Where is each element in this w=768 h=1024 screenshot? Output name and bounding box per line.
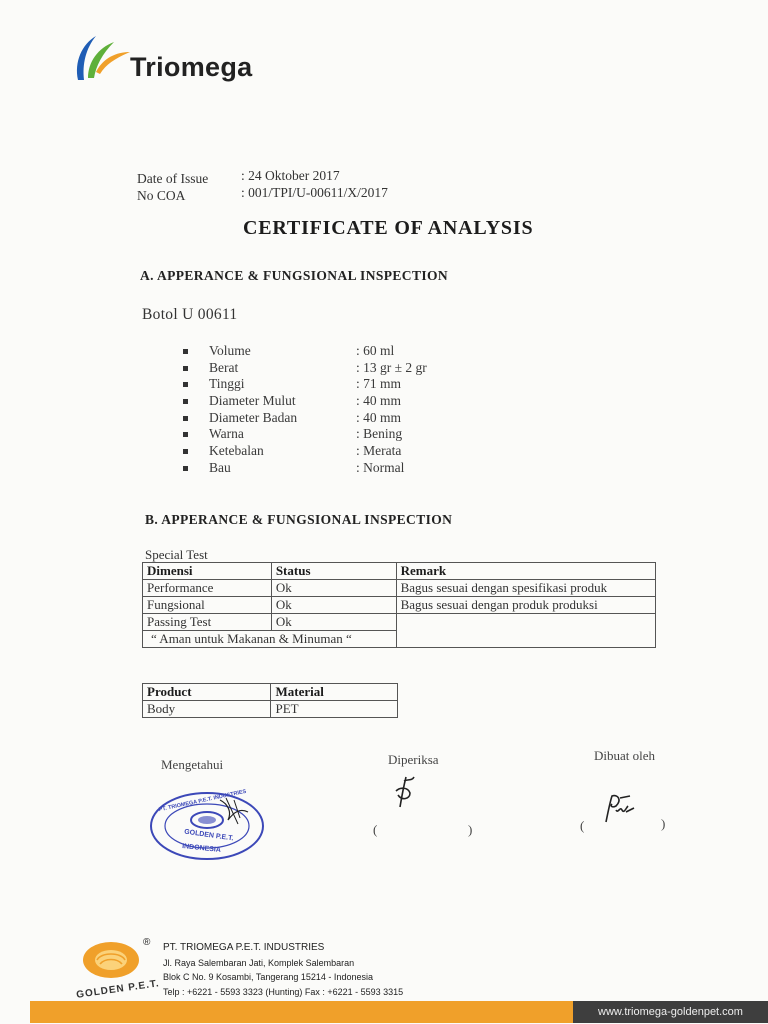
bullet-icon — [183, 466, 188, 471]
cell-product: Body — [143, 701, 271, 718]
triomega-logo-icon — [70, 32, 132, 84]
footer-website: www.triomega-goldenpet.com — [573, 1001, 768, 1023]
bullet-icon — [183, 416, 188, 421]
cell-remark: Bagus sesuai dengan produk produksi — [396, 597, 655, 614]
table-row — [143, 597, 656, 614]
mengetahui-label: Mengetahui — [161, 757, 224, 772]
bullet-icon — [183, 449, 188, 454]
spec-label: Ketebalan — [209, 443, 264, 459]
spec-value: : Bening — [356, 426, 403, 442]
spec-row-diameter-mulut — [183, 393, 483, 410]
footer-orange-bar — [30, 1001, 573, 1023]
cell-dimensi: Fungsional — [143, 597, 272, 614]
special-test-table — [142, 562, 656, 648]
table-header-row — [143, 563, 656, 580]
header-remark: Remark — [396, 563, 655, 580]
footer-company: PT. TRIOMEGA P.E.T. INDUSTRIES — [163, 942, 325, 953]
spec-label: Warna — [209, 426, 244, 442]
paren-open-diperiksa: ( — [373, 822, 378, 837]
cell-material: PET — [271, 701, 398, 718]
spec-row-ketebalan — [183, 443, 483, 460]
footer-address — [163, 941, 403, 999]
spec-row-diameter-badan — [183, 410, 483, 427]
bullet-icon — [183, 382, 188, 387]
spec-label: Volume — [209, 343, 251, 358]
section-b-heading: B. APPERANCE & FUNGSIONAL INSPECTION — [145, 512, 453, 527]
cell-dimensi: Passing Test — [143, 614, 272, 631]
spec-list — [183, 343, 483, 477]
bullet-icon — [183, 349, 188, 354]
table-header-row — [143, 684, 398, 701]
footer-phone: Telp : +6221 - 5593 3323 (Hunting) Fax : +6221 - 5593 3315 — [163, 986, 404, 997]
spec-label: Bau — [209, 459, 231, 475]
table-row — [143, 614, 656, 631]
footer-address-line1: Jl. Raya Salembaran Jati, Komplek Salembaran — [163, 957, 355, 968]
header-material: Material — [271, 684, 398, 701]
spec-label: Diameter Badan — [209, 409, 298, 425]
spec-value: : 13 gr ± 2 gr — [356, 359, 427, 375]
paren-close-diperiksa: ) — [468, 822, 473, 837]
product-code: Botol U 00611 — [142, 306, 238, 323]
section-a-heading: A. APPERANCE & FUNGSIONAL INSPECTION — [140, 268, 449, 283]
registered-mark: ® — [143, 937, 151, 948]
spec-row-warna — [183, 426, 483, 443]
spec-value: : 40 mm — [356, 409, 402, 425]
spec-value: : Normal — [356, 459, 405, 475]
golden-pet-brand: GOLDEN P.E.T. — [75, 978, 161, 1001]
cell-status: Ok — [271, 597, 396, 614]
signature-dibuat-icon — [600, 792, 636, 826]
golden-pet-logo-icon — [78, 940, 144, 982]
stamp-top-text: PT. TRIOMEGA P.E.T. INDUSTRIES — [158, 788, 247, 814]
spec-value: : 60 ml — [356, 343, 395, 358]
table-row — [143, 701, 398, 718]
spec-value: : Merata — [356, 443, 402, 459]
spec-label: Tinggi — [209, 376, 245, 392]
coa-label: No COA — [137, 188, 186, 203]
paren-open-dibuat: ( — [580, 818, 585, 833]
spec-label: Berat — [209, 359, 239, 375]
bullet-icon — [183, 399, 188, 404]
stamp-bottom-text: INDONESIA — [181, 842, 222, 855]
cell-dimensi: Performance — [143, 580, 272, 597]
spec-row-berat — [183, 360, 483, 377]
dibuat-oleh-label: Dibuat oleh — [594, 748, 656, 763]
footer-address-line2: Blok C No. 9 Kosambi, Tangerang 15214 - Indonesia — [163, 972, 373, 982]
company-logo-text: Triomega — [130, 52, 253, 82]
cell-remark — [396, 614, 655, 648]
material-table — [142, 683, 398, 718]
spec-row-volume — [183, 343, 483, 360]
spec-value: : 40 mm — [356, 393, 402, 409]
spec-row-bau — [183, 460, 483, 477]
spec-row-tinggi — [183, 376, 483, 393]
paren-close-dibuat: ) — [661, 816, 666, 831]
spec-value: : 71 mm — [356, 376, 402, 392]
stamp-middle-text: GOLDEN P.E.T. — [183, 828, 234, 843]
diperiksa-label: Diperiksa — [388, 752, 439, 767]
table-caption: Special Test — [145, 547, 208, 562]
document-title: CERTIFICATE OF ANALYSIS — [243, 217, 534, 239]
cell-status: Ok — [271, 614, 396, 631]
note-cell: “ Aman untuk Makanan & Minuman “ — [143, 631, 397, 648]
signature-diperiksa-icon — [392, 775, 418, 809]
coa-value: : 001/TPI/U-00611/X/2017 — [241, 185, 388, 200]
cell-status: Ok — [271, 580, 396, 597]
header-status: Status — [271, 563, 396, 580]
header-dimensi: Dimensi — [143, 563, 272, 580]
header-product: Product — [143, 684, 271, 701]
spec-label: Diameter Mulut — [209, 393, 296, 409]
date-value: : 24 Oktober 2017 — [241, 168, 340, 183]
cell-remark: Bagus sesuai dengan spesifikasi produk — [396, 580, 655, 597]
bullet-icon — [183, 366, 188, 371]
table-row — [143, 580, 656, 597]
bullet-icon — [183, 432, 188, 437]
date-label: Date of Issue — [137, 171, 209, 186]
